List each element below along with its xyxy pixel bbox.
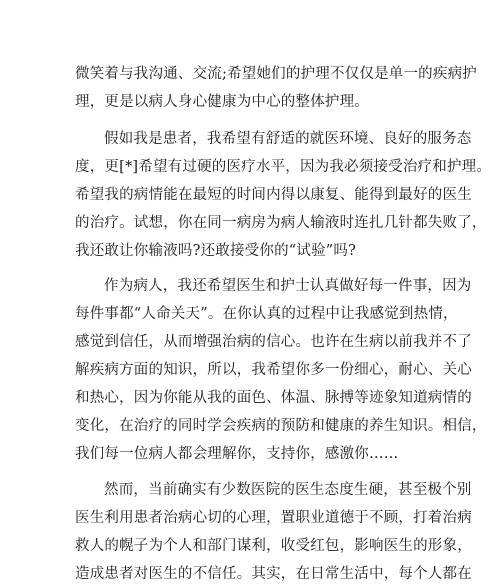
text-line: 解疾病方面的知识，所以，我希望你多一份细心，耐心、关心	[75, 362, 472, 378]
text-line: 假如我是患者，我希望有舒适的就医环境、良好的服务态	[104, 131, 472, 147]
text-line: 微笑着与我沟通、交流;希望她们的护理不仅仅是单一的疾病护	[75, 66, 477, 82]
text-line: 然而，当前确实有少数医院的医生态度生硬，甚至极个别	[104, 482, 472, 498]
text-line: 和热心，因为你能从我的面色、体温、脉搏等迹象知道病情的	[75, 390, 472, 406]
text-line: 每件事都“人命关天”。在你认真的过程中让我感觉到热情，	[75, 306, 458, 322]
text-line: 希望我的病情能在最短的时间内得以康复、能得到最好的医生	[75, 187, 472, 203]
text-line: 我们每一位病人都会理解你，支持你，感激你……	[75, 446, 399, 462]
text-line: 的治疗。试想，你在同一病房为病人输液时连扎几针都失败了，	[75, 215, 487, 231]
text-line: 感觉到信任，从而增强治病的信心。也许在生病以前我并不了	[75, 334, 472, 350]
text-line: 度，更[*]希望有过硬的医疗水平，因为我必须接受治疗和护理。	[75, 159, 492, 175]
text-line: 变化，在治疗的同时学会疾病的预防和健康的养生知识。相信，	[75, 418, 487, 434]
text-line: 理，更是以病人身心健康为中心的整体护理。	[75, 94, 369, 110]
text-line: 造成患者对医生的不信任。其实，在日常生活中，每个人都在	[75, 566, 472, 582]
text-line: 医生利用患者治病心切的心理，置职业道德于不顾，打着治病	[75, 510, 472, 526]
text-line: 救人的幌子为个人和部门谋利，收受红包，影响医生的形象，	[75, 538, 472, 554]
text-line: 我还敢让你输液吗?还敢接受你的“试验”吗?	[75, 243, 357, 259]
text-line: 作为病人，我还希望医生和护士认真做好每一件事，因为	[104, 278, 472, 294]
